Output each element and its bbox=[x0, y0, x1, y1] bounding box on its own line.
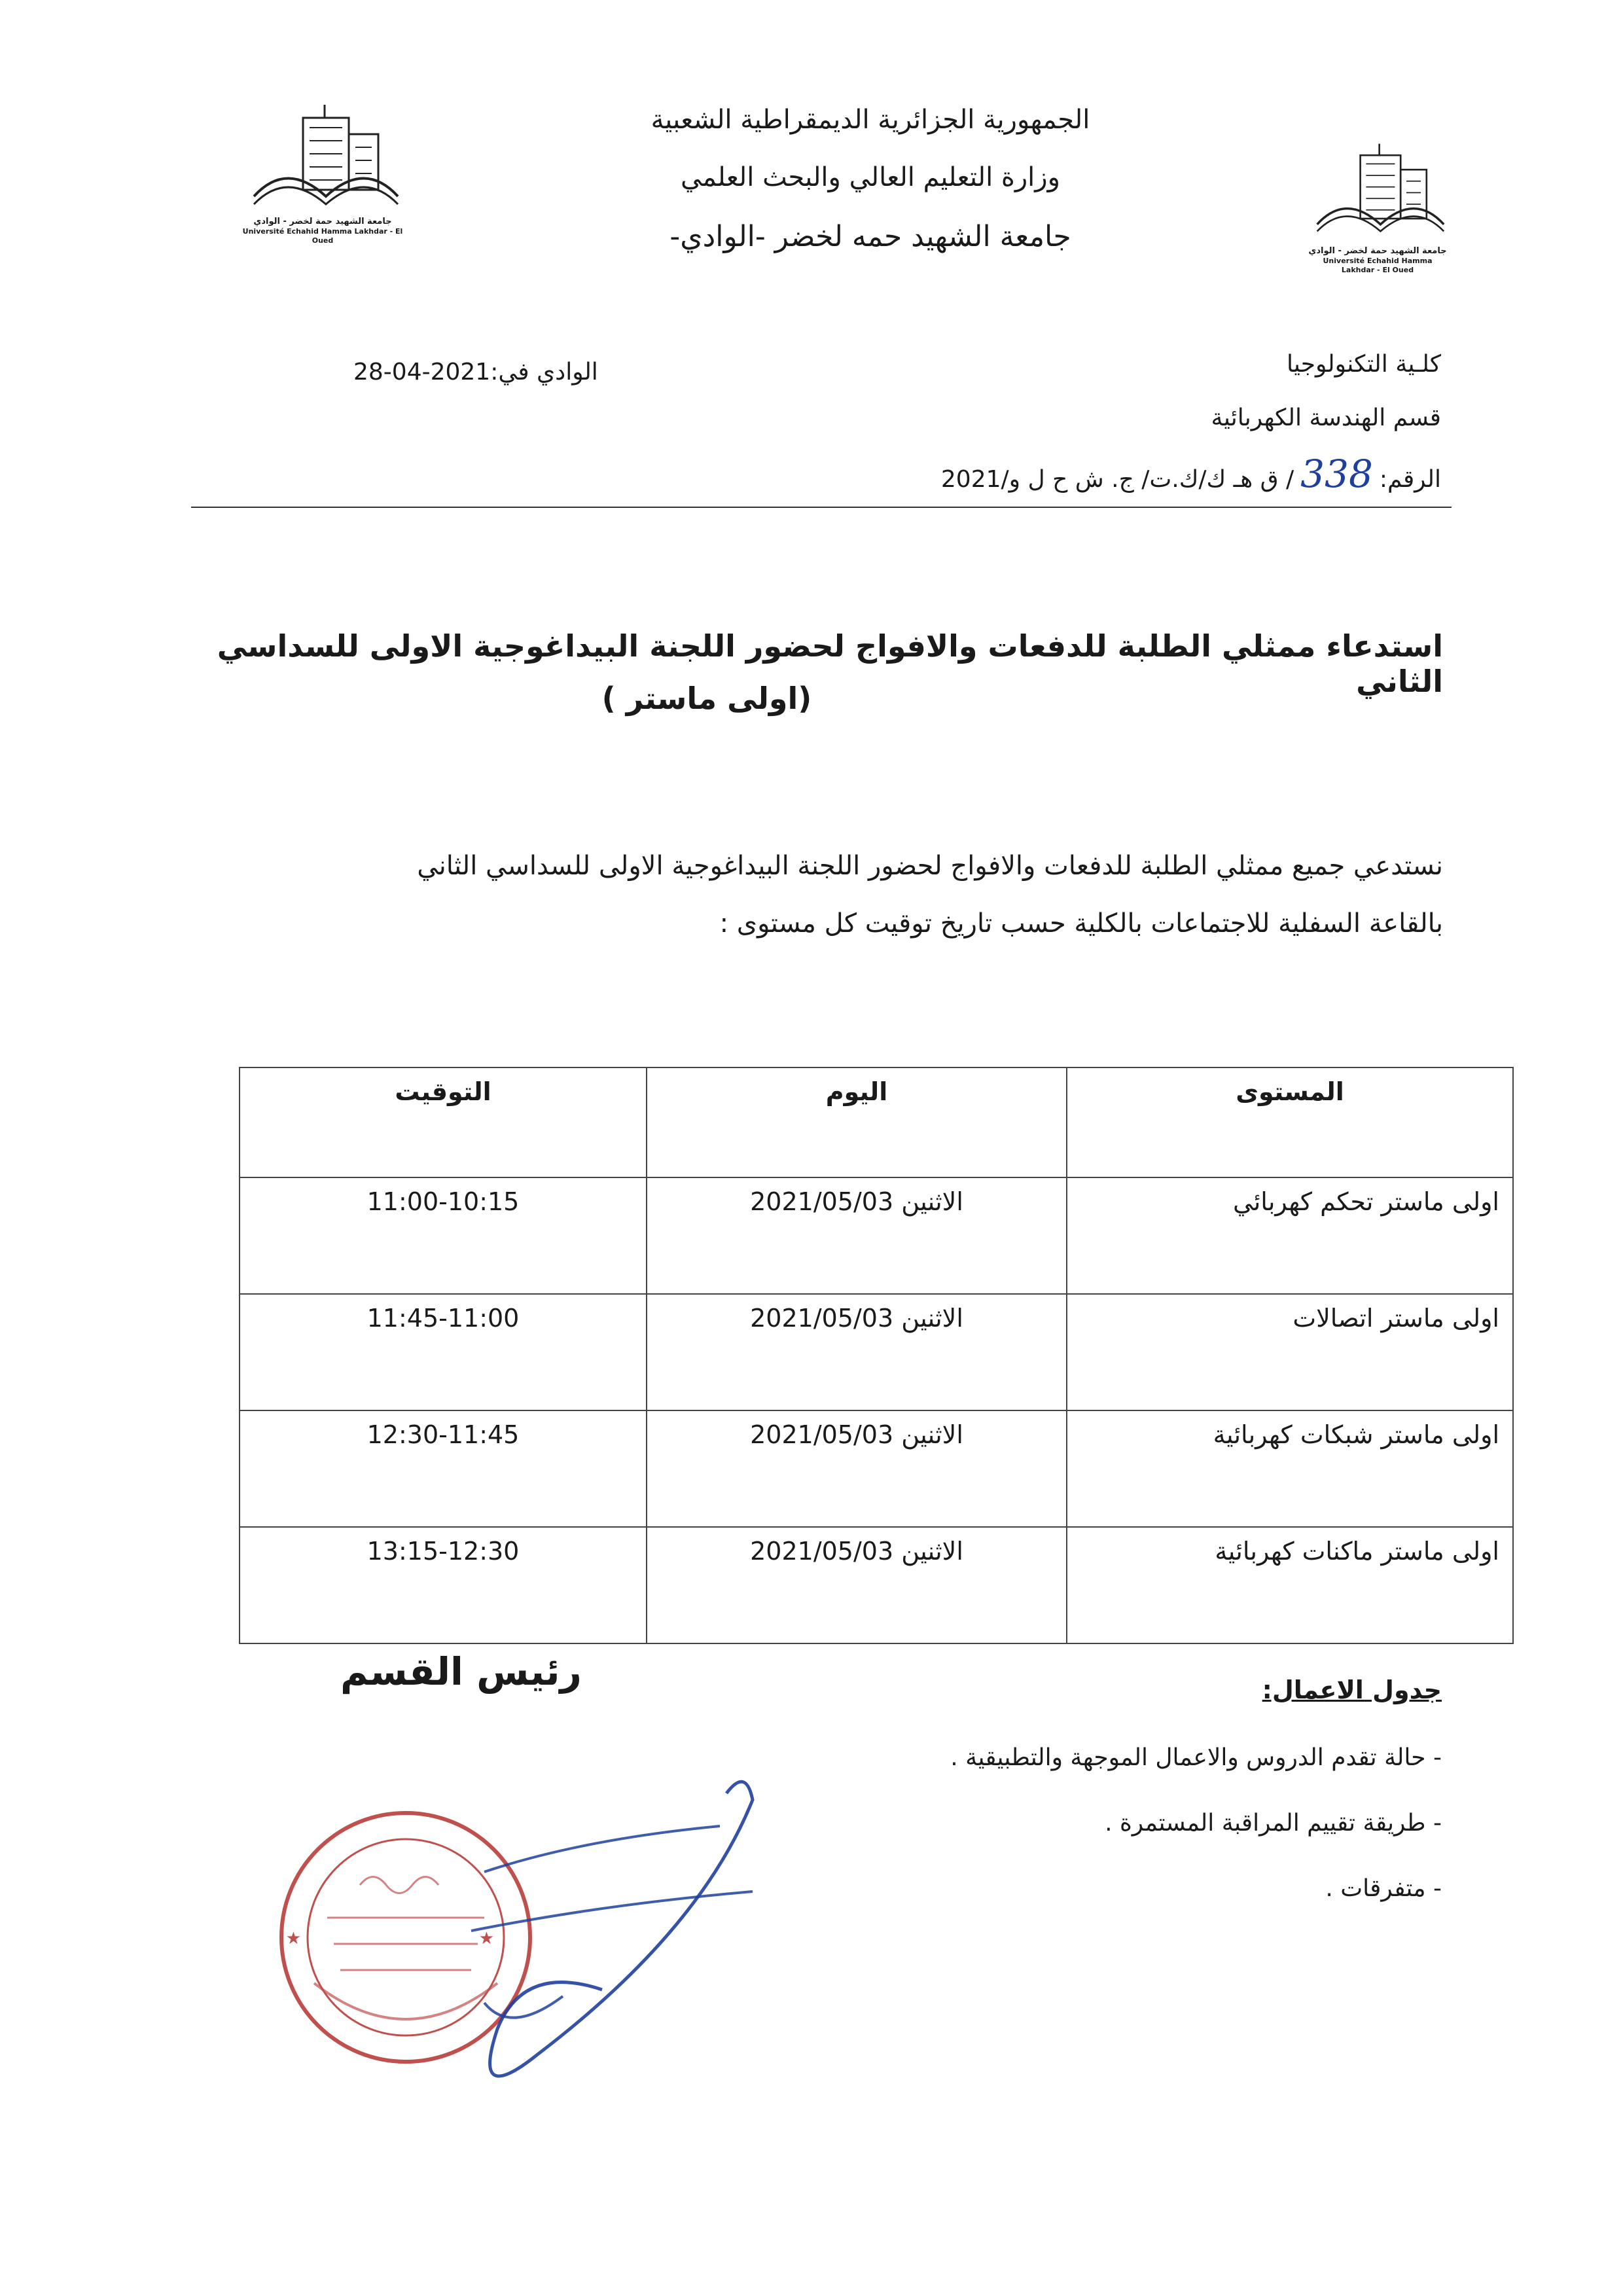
document-title: استدعاء ممثلي الطلبة للدفعات والافواج لحضور اللجنة البيداغوجية الاولى للسداسي الثاني bbox=[217, 628, 1443, 699]
reference-suffix: / ق هـ ك/ك.ت/ ج. ش ح ل و/2021 bbox=[940, 466, 1294, 493]
cell-time: 13:15-12:30 bbox=[240, 1527, 647, 1643]
agenda-item: - حالة تقدم الدروس والاعمال الموجهة والتطبيقية . bbox=[950, 1744, 1442, 1771]
table-row bbox=[240, 1410, 1513, 1527]
university-building-icon bbox=[241, 98, 404, 216]
svg-text:★: ★ bbox=[285, 1929, 301, 1948]
cell-time: 12:30-11:45 bbox=[240, 1410, 647, 1527]
official-stamp-and-signature bbox=[275, 1767, 812, 2134]
faculty-name: كلـية التكنولوجيا bbox=[1286, 351, 1441, 378]
document-subtitle: (اولى ماستر ) bbox=[601, 681, 812, 716]
header-republic: الجمهورية الجزائرية الديمقراطية الشعبية bbox=[651, 105, 1090, 135]
agenda-title: جدول الاعمال: bbox=[1262, 1676, 1442, 1704]
reference-number: 338 bbox=[1300, 452, 1373, 496]
reference-line bbox=[941, 452, 1441, 496]
body-line-2: بالقاعة السفلية للاجتماعات بالكلية حسب تاريخ توقيت كل مستوى : bbox=[719, 908, 1443, 939]
schedule-table bbox=[239, 1067, 1514, 1644]
date-value: 28-04-2021 bbox=[353, 359, 491, 386]
logo-caption-french: Université Echahid Hamma Lakhdar - El Oued bbox=[1323, 257, 1433, 274]
logo-caption-arabic: جامعة الشهيد حمة لخضر - الوادي bbox=[253, 217, 392, 226]
cell-level: اولى ماستر ماكنات كهربائية bbox=[1067, 1527, 1513, 1643]
svg-text:★: ★ bbox=[478, 1929, 494, 1948]
header-university: جامعة الشهيد حمه لخضر -الوادي- bbox=[669, 220, 1071, 253]
university-logo-right bbox=[1306, 134, 1450, 275]
agenda-item: - طريقة تقييم المراقبة المستمرة . bbox=[1105, 1810, 1442, 1837]
header-day: اليوم bbox=[647, 1067, 1067, 1177]
body-line-1: نستدعي جميع ممثلي الطلبة للدفعات والافواج لحضور اللجنة البيداغوجية الاولى للسداسي الثاني bbox=[417, 851, 1443, 881]
university-logo-left bbox=[241, 98, 404, 245]
header-level: المستوى bbox=[1067, 1067, 1513, 1177]
logo-caption-french: Université Echahid Hamma Lakhdar - El Oued bbox=[242, 227, 403, 245]
cell-day: الاثنين 2021/05/03 bbox=[647, 1177, 1067, 1294]
department-head-title: رئيس القسم bbox=[340, 1649, 582, 1694]
stamp-inner-ring bbox=[308, 1839, 504, 2036]
table-row bbox=[240, 1294, 1513, 1410]
cell-level: اولى ماستر اتصالات bbox=[1067, 1294, 1513, 1410]
table-row bbox=[240, 1527, 1513, 1643]
cell-day: الاثنين 2021/05/03 bbox=[647, 1527, 1067, 1643]
header-divider bbox=[191, 507, 1452, 508]
logo-caption-arabic: جامعة الشهيد حمة لخضر - الوادي bbox=[1308, 246, 1447, 256]
cell-time: 11:00-10:15 bbox=[240, 1177, 647, 1294]
table-row bbox=[240, 1177, 1513, 1294]
cell-day: الاثنين 2021/05/03 bbox=[647, 1294, 1067, 1410]
cell-level: اولى ماستر تحكم كهربائي bbox=[1067, 1177, 1513, 1294]
date-line bbox=[353, 359, 598, 386]
cell-day: الاثنين 2021/05/03 bbox=[647, 1410, 1067, 1527]
date-label: الوادي في: bbox=[490, 359, 598, 386]
table-header-row bbox=[240, 1067, 1513, 1177]
cell-time: 11:45-11:00 bbox=[240, 1294, 647, 1410]
department-name: قسم الهندسة الكهربائية bbox=[1211, 404, 1441, 431]
header-ministry: وزارة التعليم العالي والبحث العلمي bbox=[681, 162, 1060, 192]
agenda-item: - متفرقات . bbox=[1325, 1875, 1442, 1902]
reference-label: الرقم: bbox=[1379, 466, 1441, 493]
cell-level: اولى ماستر شبكات كهربائية bbox=[1067, 1410, 1513, 1527]
university-building-icon bbox=[1306, 134, 1450, 245]
header-time: التوقيت bbox=[240, 1067, 647, 1177]
